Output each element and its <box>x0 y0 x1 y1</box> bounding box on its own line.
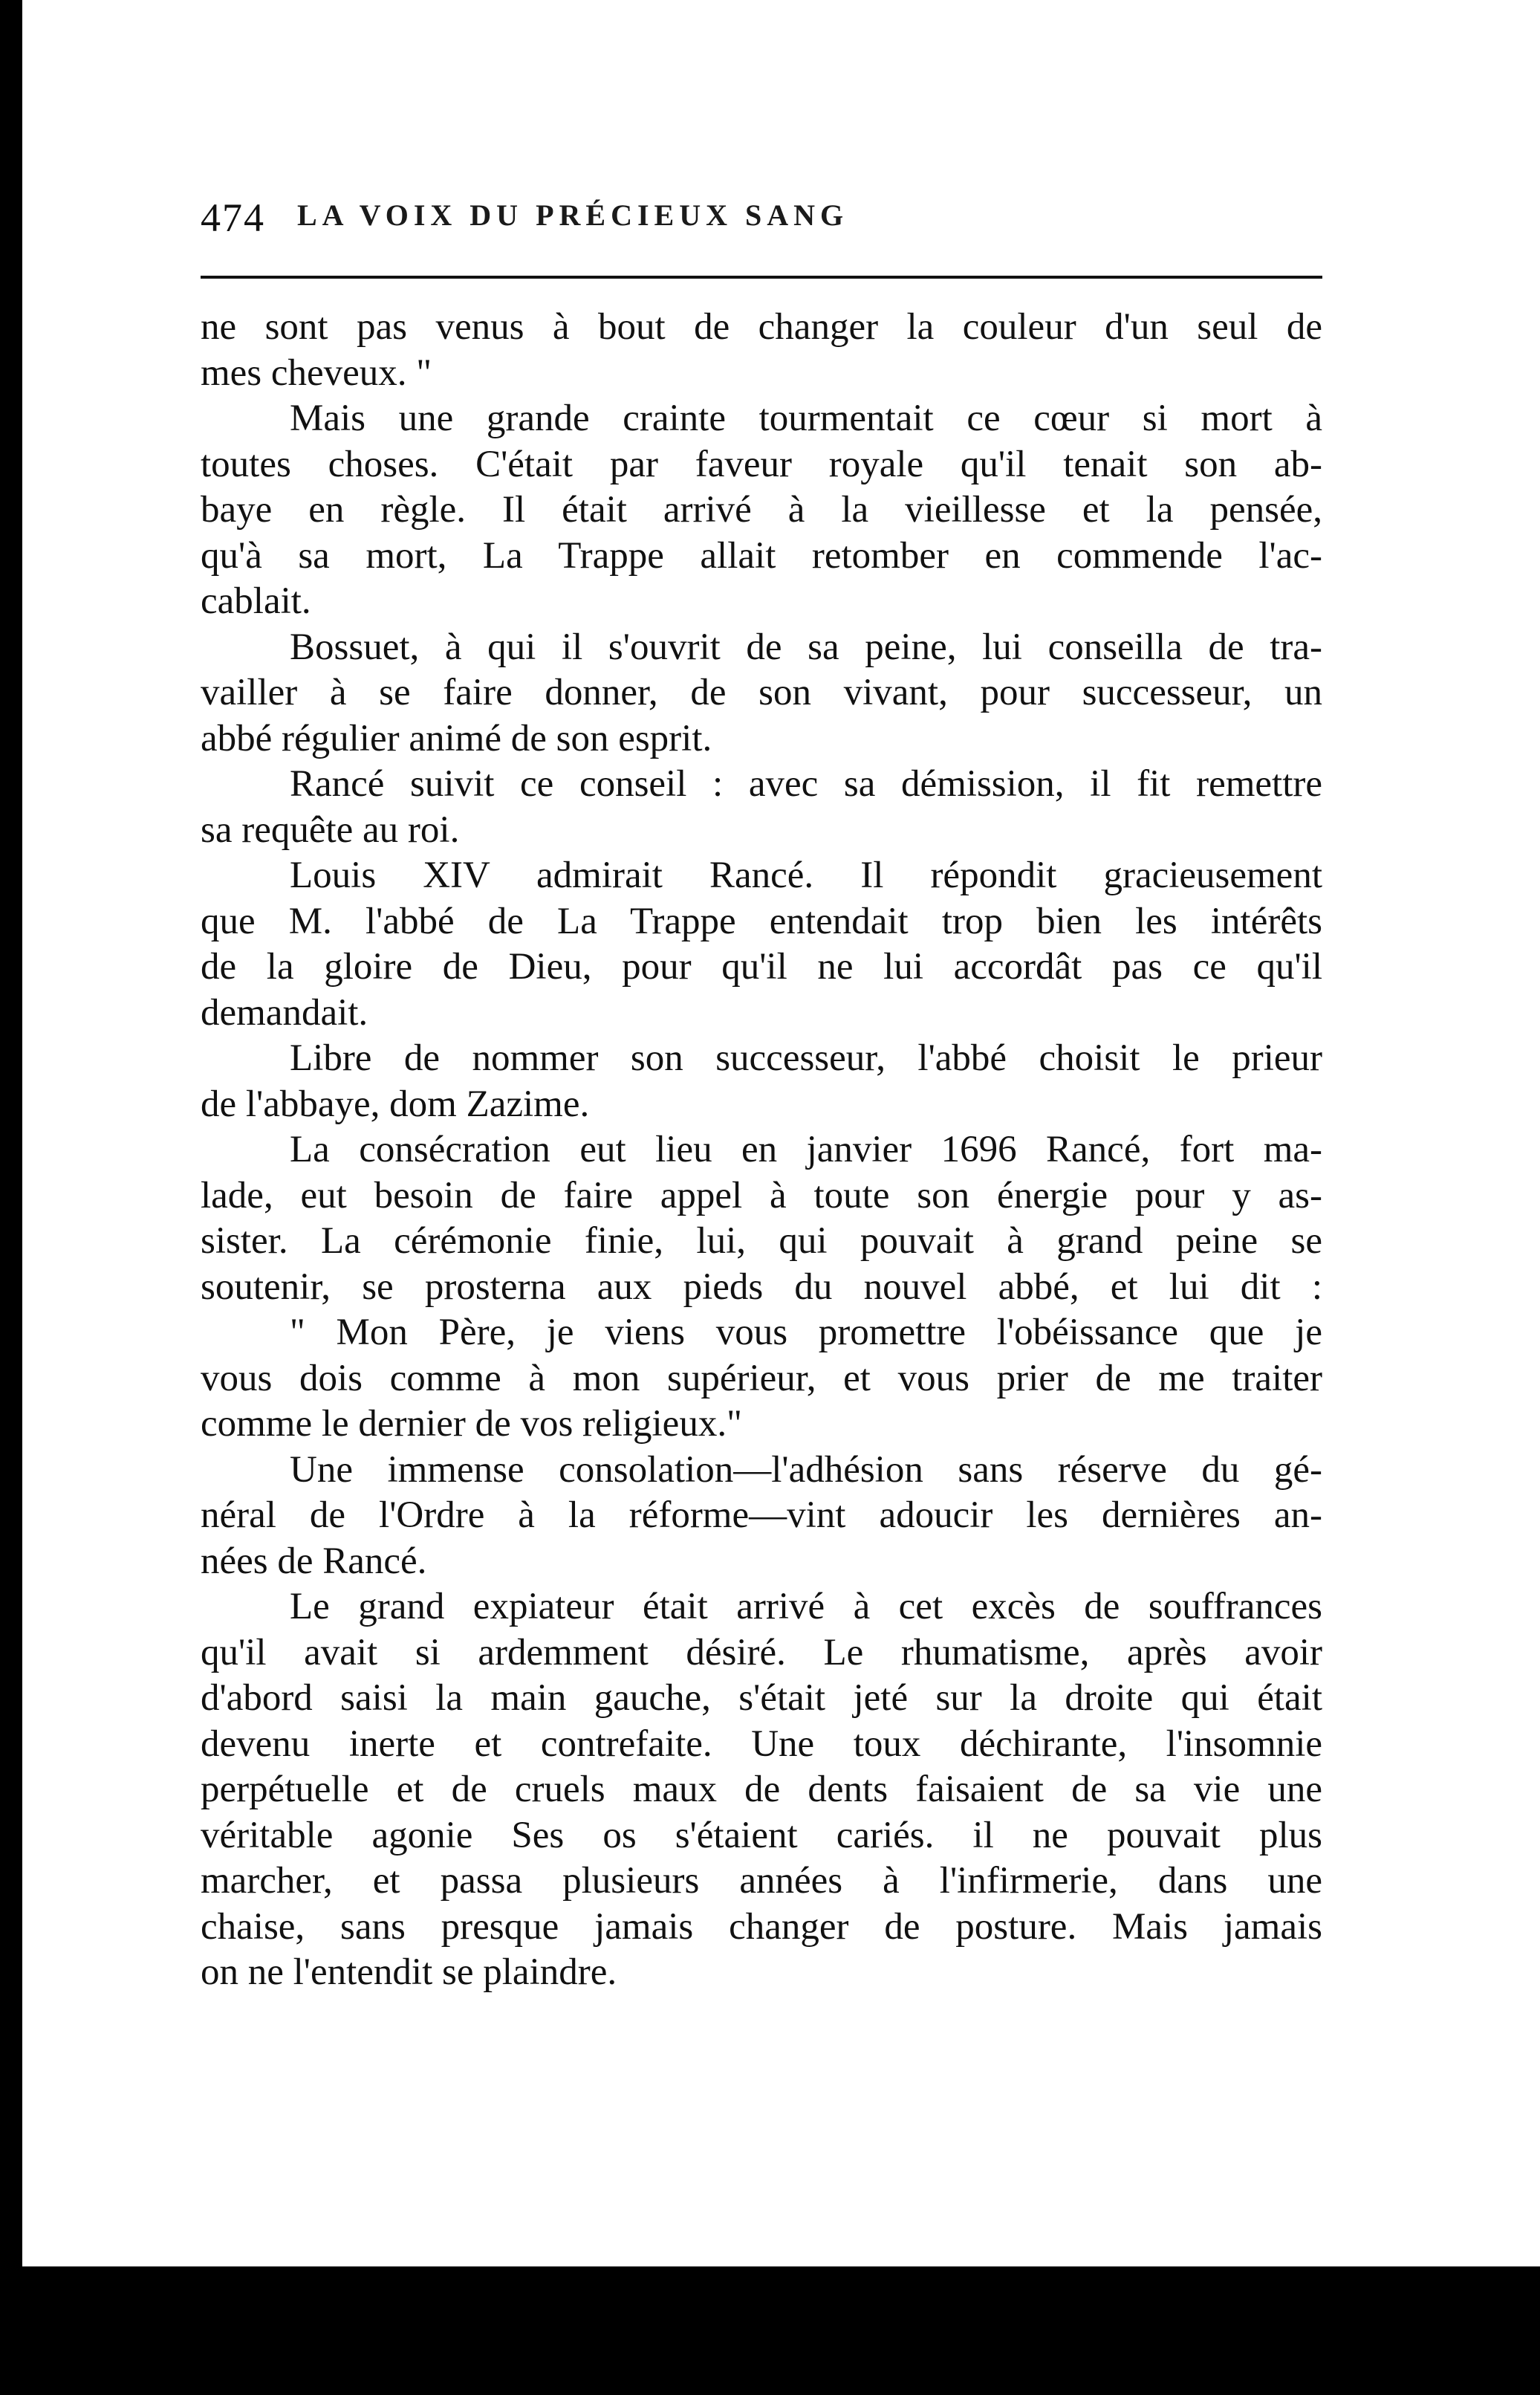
text-line: Bossuet, à qui il s'ouvrit de sa peine, lui conseilla de tra- <box>290 626 1322 668</box>
text-line: " Mon Père, je viens vous promettre l'obéissance que je <box>290 1312 1322 1353</box>
text-line: Le grand expiateur était arrivé à cet excès de souffrances <box>290 1586 1322 1627</box>
text-line: cablait. <box>201 580 311 622</box>
page-number: 474 <box>201 195 265 240</box>
header-rule <box>201 276 1322 279</box>
text-line: vailler à se faire donner, de son vivant, pour successeur, un <box>201 672 1322 713</box>
text-line: baye en règle. Il était arrivé à la vieillesse et la pensée, <box>201 489 1322 531</box>
text-line: qu'il avait si ardemment désiré. Le rhumatisme, après avoir <box>201 1631 1322 1673</box>
body-text <box>201 305 1322 1996</box>
text-line: Rancé suivit ce conseil : avec sa démission, il fit remettre <box>290 763 1322 805</box>
text-line: néral de l'Ordre à la réforme—vint adoucir les dernières an- <box>201 1494 1322 1536</box>
text-line: lade, eut besoin de faire appel à toute son énergie pour y as- <box>201 1174 1322 1216</box>
text-line: soutenir, se prosterna aux pieds du nouvel abbé, et lui dit : <box>201 1265 1322 1308</box>
text-line: devenu inerte et contrefaite. Une toux déchirante, l'insomnie <box>201 1722 1322 1765</box>
text-line: La consécration eut lieu en janvier 1696 Rancé, fort ma- <box>290 1129 1322 1170</box>
text-line: Une immense consolation—l'adhésion sans réserve du gé- <box>290 1448 1322 1491</box>
text-line: on ne l'entendit se plaindre. <box>201 1951 617 1993</box>
text-line: Louis XIV admirait Rancé. Il répondit gracieusement <box>290 855 1322 896</box>
text-line: demandait. <box>201 991 368 1034</box>
scan-border-bottom <box>0 2266 1540 2395</box>
text-line: chaise, sans presque jamais changer de posture. Mais jamais <box>201 1905 1322 1948</box>
text-line: marcher, et passa plusieurs années à l'infirmerie, dans une <box>201 1860 1322 1902</box>
text-line: que M. l'abbé de La Trappe entendait trop bien les intérêts <box>201 900 1322 942</box>
text-line: qu'à sa mort, La Trappe allait retomber en commende l'ac- <box>201 534 1322 577</box>
text-line: abbé régulier animé de son esprit. <box>201 717 712 759</box>
text-line: nées de Rancé. <box>201 1540 427 1582</box>
text-line: ne sont pas venus à bout de changer la couleur d'un seul de <box>201 306 1322 348</box>
text-line: d'abord saisi la main gauche, s'était jeté sur la droite qui était <box>201 1677 1322 1719</box>
text-line: véritable agonie Ses os s'étaient cariés. il ne pouvait plus <box>201 1814 1322 1856</box>
text-line: comme le dernier de vos religieux." <box>201 1403 742 1445</box>
text-line: Mais une grande crainte tourmentait ce cœur si mort à <box>290 398 1322 439</box>
text-line: Libre de nommer son successeur, l'abbé choisit le prieur <box>290 1037 1322 1079</box>
running-head: LA VOIX DU PRÉCIEUX SANG <box>297 198 849 232</box>
text-line: sister. La cérémonie finie, lui, qui pouvait à grand peine se <box>201 1220 1322 1262</box>
text-line: de l'abbaye, dom Zazime. <box>201 1083 590 1125</box>
page-header <box>201 195 1322 254</box>
text-line: mes cheveux. " <box>201 351 432 394</box>
text-line: sa requête au roi. <box>201 808 460 851</box>
scan-border-left <box>0 0 22 2395</box>
text-line: de la gloire de Dieu, pour qu'il ne lui accordât pas ce qu'il <box>201 946 1322 988</box>
text-line: vous dois comme à mon supérieur, et vous prier de me traiter <box>201 1357 1322 1399</box>
text-line: perpétuelle et de cruels maux de dents faisaient de sa vie une <box>201 1769 1322 1810</box>
text-line: toutes choses. C'était par faveur royale qu'il tenait son ab- <box>201 443 1322 485</box>
